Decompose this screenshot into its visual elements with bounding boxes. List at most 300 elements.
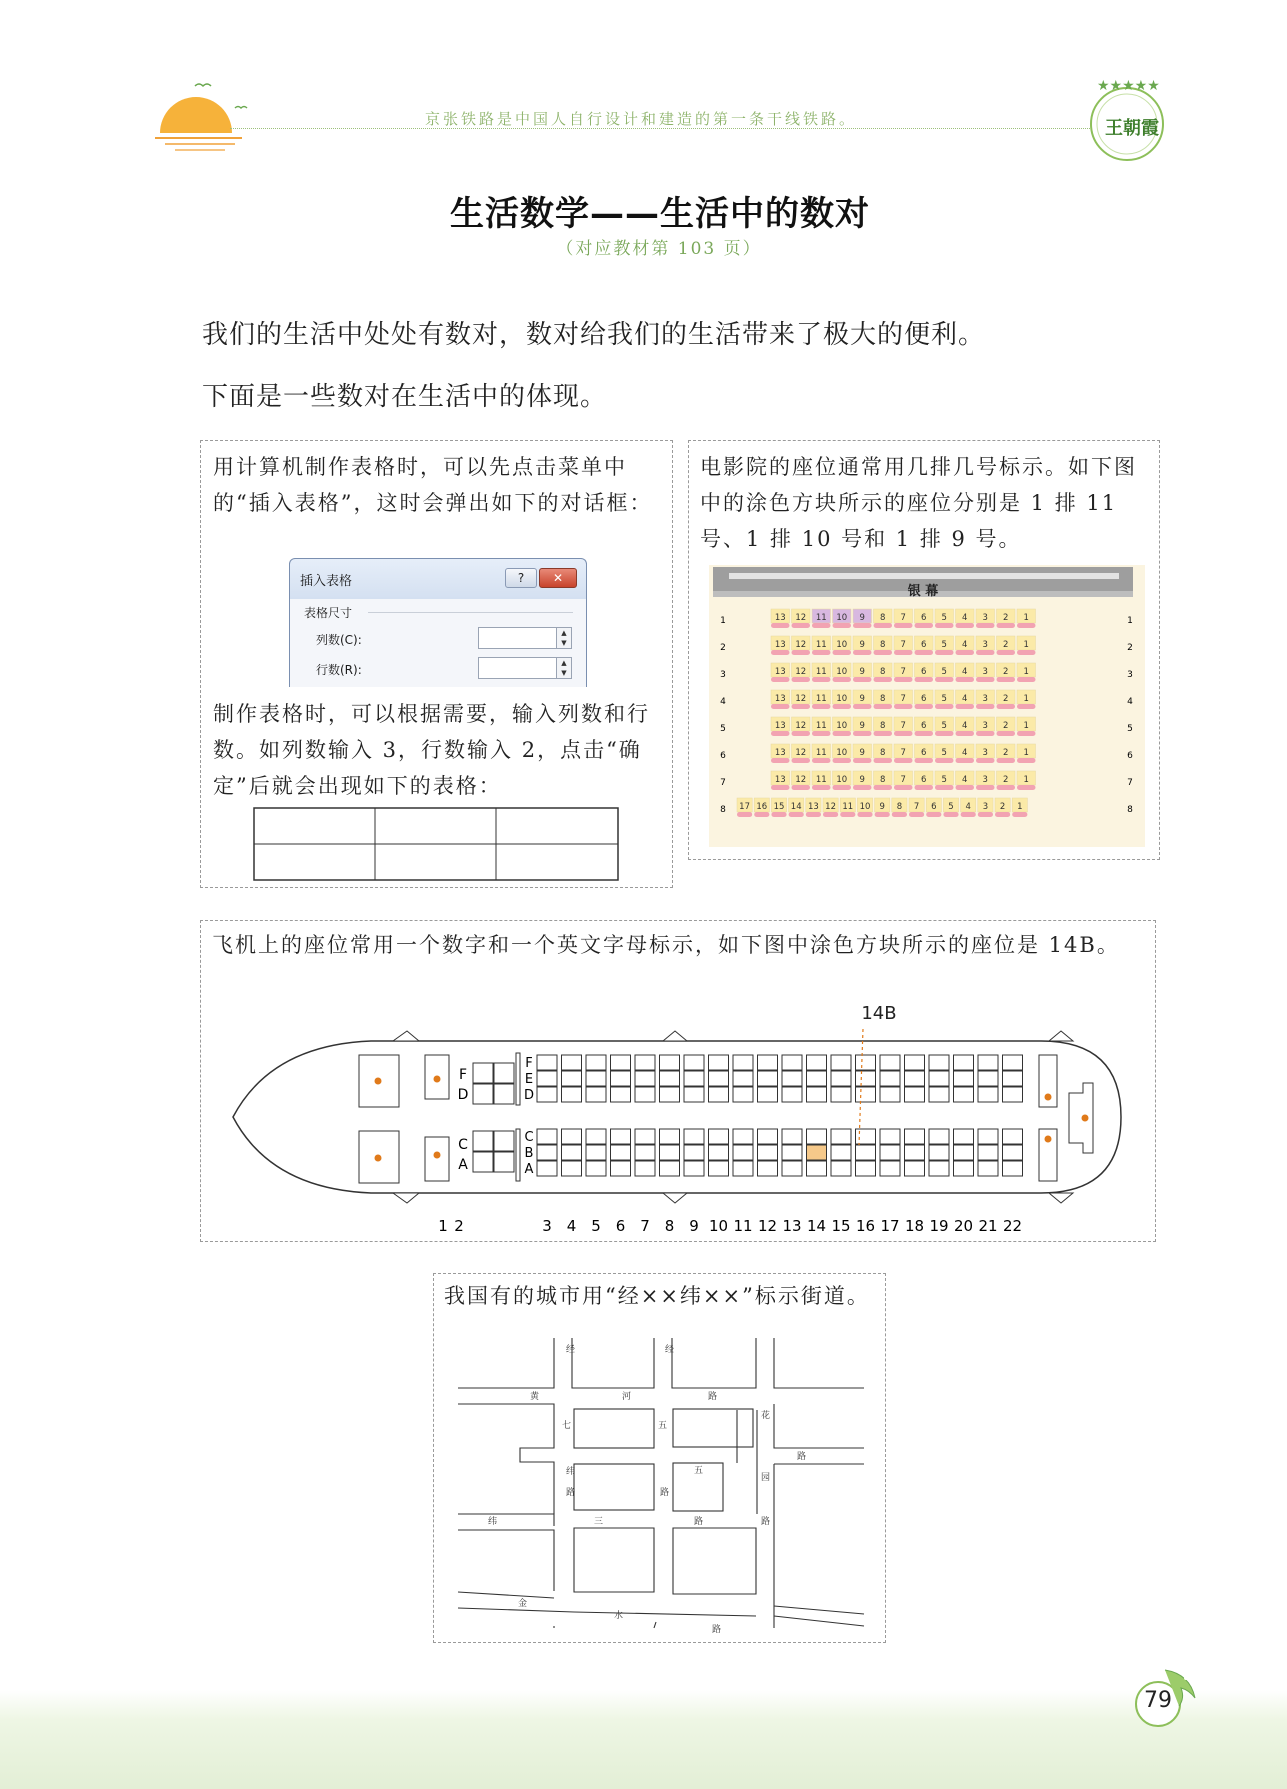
economy-seat [782, 1071, 802, 1086]
economy-seat [782, 1161, 802, 1176]
economy-seat [758, 1087, 778, 1102]
cinema-seat-number: 4 [962, 775, 968, 785]
cinema-seat-cushion [892, 812, 907, 817]
cinema-seat-cushion [812, 623, 831, 628]
cinema-seat-number: 12 [795, 694, 807, 704]
city-street-map [454, 1336, 874, 1636]
cinema-seat-map [709, 565, 1145, 847]
cinema-seat-number: 4 [965, 802, 971, 812]
cinema-seat-number: 13 [774, 748, 786, 758]
economy-seat [1003, 1055, 1023, 1070]
cinema-seat-cushion [956, 758, 975, 763]
economy-seat [660, 1129, 680, 1144]
cinema-seat-number: 7 [900, 667, 906, 677]
cinema-seat-cushion [857, 812, 872, 817]
cinema-seat-cushion [997, 785, 1016, 790]
footer-band [0, 1690, 1287, 1789]
cinema-seat-cushion [956, 650, 975, 655]
economy-seat [635, 1129, 655, 1144]
cinema-seat-number: 10 [859, 802, 871, 812]
dialog-help-button[interactable] [505, 568, 537, 588]
cinema-seat-cushion [894, 650, 913, 655]
cabin-divider [516, 1053, 520, 1105]
cinema-seat-number: 6 [921, 775, 927, 785]
seat-letter: A [524, 1162, 534, 1177]
economy-seat [905, 1055, 925, 1070]
economy-seat [954, 1071, 974, 1086]
economy-seat [635, 1087, 655, 1102]
cinema-seat-cushion [894, 704, 913, 709]
airplane-seat-map [231, 999, 1131, 1235]
cinema-seat-cushion [976, 758, 995, 763]
economy-seat [684, 1145, 704, 1160]
close-icon: ✕ [552, 571, 564, 585]
cinema-seat-number: 4 [962, 640, 968, 650]
cinema-seat-number: 8 [880, 640, 886, 650]
economy-seat [709, 1161, 729, 1176]
economy-seat [611, 1145, 631, 1160]
cinema-seat-cushion [915, 623, 934, 628]
cinema-row-number-right: 1 [1127, 616, 1133, 626]
cabin-divider [516, 1129, 520, 1181]
economy-seat [733, 1161, 753, 1176]
cinema-row-number-left: 5 [720, 724, 726, 734]
cinema-seat-number: 13 [807, 802, 819, 812]
dialog-title: 插入表格 [300, 574, 353, 589]
cinema-seat-number: 6 [921, 613, 927, 623]
cinema-seat-cushion [976, 785, 995, 790]
cinema-seat-cushion [771, 758, 790, 763]
economy-seat [733, 1145, 753, 1160]
cinema-seat-cushion [935, 677, 954, 682]
economy-seat [586, 1071, 606, 1086]
cinema-seat-number: 9 [859, 721, 865, 731]
cinema-seat-number: 13 [774, 721, 786, 731]
dialog-close-button[interactable] [539, 568, 577, 588]
cinema-seat-number: 8 [896, 802, 903, 812]
cinema-row-number-right: 8 [1127, 805, 1133, 815]
economy-seat [905, 1087, 925, 1102]
cinema-seat-number: 10 [836, 694, 848, 704]
cinema-seat-cushion [853, 731, 872, 736]
row-number: 12 [757, 1217, 778, 1235]
cinema-seat-cushion [833, 623, 852, 628]
seat-letter: D [457, 1087, 469, 1103]
economy-seat [954, 1129, 974, 1144]
map-street-label: 纬 [566, 1467, 576, 1477]
insert-table-dialog [289, 558, 587, 687]
cinema-seat-cushion [792, 650, 811, 655]
economy-seat [537, 1145, 557, 1160]
cinema-seat-number: 11 [842, 802, 854, 812]
economy-seat [929, 1129, 949, 1144]
cinema-seat-number: 11 [815, 667, 827, 677]
cinema-seat-cushion [853, 623, 872, 628]
economy-seat [709, 1071, 729, 1086]
row-number: 4 [566, 1217, 577, 1235]
first-class-seat [473, 1152, 493, 1172]
cinema-seat-number: 12 [795, 613, 807, 623]
seat-letter: C [458, 1137, 468, 1153]
economy-seat [758, 1071, 778, 1086]
economy-seat [660, 1055, 680, 1070]
seat-letter: D [523, 1088, 535, 1103]
economy-seat [978, 1161, 998, 1176]
cinema-row-number-left: 1 [720, 616, 726, 626]
cinema-seat-cushion [956, 623, 975, 628]
cinema-seat-cushion [771, 623, 790, 628]
seat-letter: F [525, 1056, 533, 1071]
table-box-text2: 制作表格时，可以根据需要，输入列数和行数。如列数输入 3，行数输入 2，点击“确定”后就会出现如下的表格： [213, 702, 650, 798]
economy-seat [586, 1055, 606, 1070]
cinema-seat-cushion [823, 812, 838, 817]
economy-seat [880, 1145, 900, 1160]
cinema-seat-cushion [833, 785, 852, 790]
economy-seat [537, 1161, 557, 1176]
sunset-icon [150, 78, 250, 153]
cinema-seat-number: 13 [774, 667, 786, 677]
cinema-seat-number: 11 [815, 613, 827, 623]
cinema-seat-cushion [792, 731, 811, 736]
economy-seat [709, 1129, 729, 1144]
row-count-stepper[interactable]: ▲ ▼ [556, 657, 572, 679]
economy-seat [782, 1129, 802, 1144]
first-class-seat [494, 1152, 514, 1172]
first-class-seat [473, 1084, 493, 1104]
economy-seat [880, 1071, 900, 1086]
table-box-text1: 用计算机制作表格时，可以先点击菜单中的“插入表格”，这时会弹出如下的对话框： [213, 455, 653, 515]
economy-seat [905, 1129, 925, 1144]
cinema-seat-cushion [997, 623, 1016, 628]
cinema-seat-number: 3 [982, 748, 988, 758]
map-street-label: 路 [708, 1392, 718, 1402]
cinema-seat-cushion [771, 704, 790, 709]
map-street-label: 五 [658, 1421, 668, 1431]
map-street-label: 水 [614, 1611, 624, 1621]
cinema-seat-number: 8 [880, 748, 886, 758]
row-number: 21 [978, 1217, 998, 1235]
economy-seat [537, 1055, 557, 1070]
map-street-label: 经 [665, 1345, 675, 1355]
seat-letter: A [458, 1157, 468, 1173]
row-number: 2 [454, 1217, 464, 1235]
economy-seat [807, 1055, 827, 1070]
row-number: 11 [733, 1217, 753, 1235]
economy-seat [905, 1071, 925, 1086]
cinema-seat-cushion [874, 758, 893, 763]
seat-letter: F [458, 1067, 468, 1083]
cinema-seat-number: 8 [880, 694, 886, 704]
cinema-row-number-left: 4 [720, 697, 726, 707]
cinema-seat-number: 2 [1003, 613, 1009, 623]
economy-seat [586, 1145, 606, 1160]
cinema-seat-number: 4 [962, 721, 968, 731]
row-number: 6 [615, 1217, 626, 1235]
cinema-seat-cushion [771, 812, 786, 817]
cinema-row-number-left: 6 [720, 751, 726, 761]
map-box-text: 我国有的城市用“经××纬××”标示街道。 [444, 1284, 870, 1308]
cinema-seat-number: 15 [773, 802, 785, 812]
dialog-col-label: 列数(C): [316, 633, 362, 647]
cinema-row-number-right: 7 [1127, 778, 1133, 788]
dialog-section-label: 表格尺寸 [304, 606, 353, 620]
cinema-seat-number: 3 [982, 667, 988, 677]
cinema-seat-cushion [943, 812, 958, 817]
map-street-label: 路 [566, 1488, 576, 1498]
economy-seat [586, 1087, 606, 1102]
cinema-seat-cushion [976, 677, 995, 682]
cinema-seat-number: 9 [859, 748, 865, 758]
economy-seat [611, 1055, 631, 1070]
economy-seat [1003, 1161, 1023, 1176]
cinema-seat-cushion [874, 677, 893, 682]
cinema-seat-cushion [997, 731, 1016, 736]
economy-seat [807, 1129, 827, 1144]
economy-seat [562, 1129, 582, 1144]
cinema-seat-cushion [997, 704, 1016, 709]
cinema-seat-cushion [894, 731, 913, 736]
cinema-seat-number: 2 [1003, 748, 1009, 758]
cinema-seat-number: 3 [982, 694, 988, 704]
economy-seat [586, 1129, 606, 1144]
economy-seat [880, 1087, 900, 1102]
cinema-seat-number: 14 [790, 802, 802, 812]
cinema-seat-number: 9 [879, 802, 885, 812]
economy-seat [929, 1087, 949, 1102]
cinema-seat-cushion [935, 758, 954, 763]
economy-seat [684, 1129, 704, 1144]
economy-seat [807, 1161, 827, 1176]
dialog-row-label: 行数(R): [316, 663, 362, 677]
cinema-seat-cushion [1017, 677, 1036, 682]
cinema-seat-cushion [833, 758, 852, 763]
row-number: 3 [542, 1217, 552, 1235]
cinema-seat-number: 7 [900, 640, 906, 650]
intro-line-1: 我们的生活中处处有数对，数对给我们的生活带来了极大的便利。 [202, 320, 986, 350]
economy-seat [831, 1145, 851, 1160]
cinema-box [688, 440, 1160, 860]
map-street-label: 路 [761, 1517, 771, 1527]
economy-seat [684, 1087, 704, 1102]
cinema-seat-cushion [976, 623, 995, 628]
row-number: 16 [855, 1217, 876, 1235]
cinema-seat-cushion [833, 731, 852, 736]
cinema-seat-number: 3 [982, 721, 988, 731]
cinema-seat-number: 5 [941, 694, 947, 704]
cinema-seat-number: 2 [1003, 721, 1009, 731]
economy-seat [611, 1087, 631, 1102]
cinema-seat-cushion [754, 812, 769, 817]
cinema-seat-cushion [853, 677, 872, 682]
cinema-seat-number: 7 [900, 613, 906, 623]
economy-seat [660, 1161, 680, 1176]
cinema-seat-number: 1 [1023, 694, 1029, 704]
cinema-seat-number: 10 [836, 775, 848, 785]
cinema-seat-number: 4 [962, 667, 968, 677]
economy-seat [611, 1161, 631, 1176]
cinema-seat-cushion [894, 623, 913, 628]
cinema-seat-number: 8 [880, 775, 886, 785]
cinema-seat-cushion [812, 650, 831, 655]
cinema-seat-cushion [875, 812, 890, 817]
economy-seat [635, 1071, 655, 1086]
cinema-seat-cushion [915, 758, 934, 763]
economy-seat [782, 1055, 802, 1070]
cinema-seat-number: 6 [921, 667, 927, 677]
row-count-input[interactable] [478, 657, 558, 679]
cinema-seat-number: 3 [982, 613, 988, 623]
economy-seat [1003, 1071, 1023, 1086]
cinema-seat-cushion [956, 731, 975, 736]
cinema-seat-cushion [792, 758, 811, 763]
cinema-seat-number: 5 [948, 802, 954, 812]
header [0, 0, 1287, 160]
cinema-seat-cushion [956, 677, 975, 682]
cinema-seat-number: 9 [859, 775, 865, 785]
cinema-seat-number: 10 [836, 640, 848, 650]
cinema-seat-cushion [771, 650, 790, 655]
cinema-seat-number: 5 [941, 640, 947, 650]
economy-seat [537, 1071, 557, 1086]
cinema-seat-number: 11 [815, 694, 827, 704]
economy-seat [856, 1055, 876, 1070]
cinema-seat-cushion [961, 812, 976, 817]
column-count-stepper[interactable]: ▲ ▼ [556, 627, 572, 649]
cinema-seat-cushion [874, 623, 893, 628]
economy-seat [562, 1087, 582, 1102]
cinema-seat-number: 11 [815, 748, 827, 758]
plane-box [200, 920, 1156, 1242]
economy-seat [929, 1055, 949, 1070]
economy-seat [831, 1161, 851, 1176]
cinema-seat-number: 11 [815, 640, 827, 650]
economy-seat [880, 1129, 900, 1144]
cinema-seat-cushion [935, 623, 954, 628]
cinema-seat-number: 13 [774, 694, 786, 704]
cinema-seat-number: 1 [1023, 748, 1029, 758]
economy-seat [831, 1071, 851, 1086]
cinema-seat-number: 5 [941, 667, 947, 677]
cinema-seat-cushion [997, 650, 1016, 655]
economy-seat [709, 1145, 729, 1160]
economy-seat [758, 1145, 778, 1160]
cinema-seat-cushion [737, 812, 752, 817]
cinema-seat-number: 8 [880, 613, 886, 623]
cinema-seat-number: 6 [921, 748, 927, 758]
map-street-label: 七 [562, 1421, 572, 1431]
row-number: 17 [880, 1217, 900, 1235]
cinema-seat-cushion [771, 677, 790, 682]
economy-seat [660, 1145, 680, 1160]
economy-seat [954, 1145, 974, 1160]
cinema-seat-cushion [915, 704, 934, 709]
cinema-seat-number: 1 [1023, 775, 1029, 785]
cinema-seat-cushion [833, 677, 852, 682]
map-street-label: 纬 [488, 1517, 498, 1527]
map-street-label: 园 [761, 1473, 771, 1483]
cinema-seat-number: 1 [1023, 640, 1029, 650]
cinema-seat-number: 9 [859, 640, 865, 650]
cinema-seat-cushion [833, 704, 852, 709]
map-street-label: 黄 [530, 1392, 540, 1402]
cinema-seat-number: 12 [795, 667, 807, 677]
first-class-seat [473, 1063, 493, 1083]
economy-seat [929, 1071, 949, 1086]
economy-seat [733, 1071, 753, 1086]
cinema-seat-cushion [976, 704, 995, 709]
economy-seat [684, 1071, 704, 1086]
economy-seat [733, 1055, 753, 1070]
cinema-seat-cushion [978, 812, 993, 817]
cinema-seat-cushion [789, 812, 804, 817]
cinema-seat-cushion [915, 677, 934, 682]
economy-seat [1003, 1087, 1023, 1102]
economy-seat [954, 1161, 974, 1176]
economy-seat [782, 1145, 802, 1160]
economy-seat [635, 1055, 655, 1070]
economy-seat [537, 1129, 557, 1144]
economy-seat [856, 1129, 876, 1144]
cinema-seat-number: 17 [739, 802, 751, 812]
cinema-seat-cushion [853, 704, 872, 709]
economy-seat [856, 1071, 876, 1086]
economy-seat [758, 1161, 778, 1176]
cinema-seat-cushion [771, 731, 790, 736]
cinema-seat-number: 13 [774, 613, 786, 623]
cinema-seat-cushion [853, 758, 872, 763]
cinema-seat-cushion [1017, 758, 1036, 763]
cinema-seat-number: 6 [921, 640, 927, 650]
cinema-seat-number: 1 [1017, 802, 1023, 812]
row-number: 19 [929, 1217, 949, 1235]
economy-seat [856, 1145, 876, 1160]
economy-seat [635, 1145, 655, 1160]
economy-seat [660, 1087, 680, 1102]
map-street-label: 路 [712, 1625, 722, 1635]
row-number: 13 [782, 1217, 802, 1235]
cinema-seat-number: 12 [795, 640, 807, 650]
economy-seat [880, 1161, 900, 1176]
economy-seat [562, 1161, 582, 1176]
cinema-seat-cushion [792, 623, 811, 628]
seat-letter: B [524, 1146, 534, 1161]
cinema-row-number-left: 3 [720, 670, 726, 680]
economy-seat [709, 1087, 729, 1102]
economy-seat [562, 1071, 582, 1086]
economy-seat [978, 1145, 998, 1160]
cinema-seat-cushion [874, 650, 893, 655]
cinema-row-number-right: 2 [1127, 643, 1133, 653]
cinema-seat-number: 8 [880, 721, 886, 731]
map-street-label: 路 [797, 1452, 807, 1462]
economy-seat [660, 1071, 680, 1086]
cinema-seat-cushion [1017, 704, 1036, 709]
help-icon: ? [517, 571, 525, 585]
column-count-input[interactable] [478, 627, 558, 649]
cinema-seat-cushion [894, 758, 913, 763]
page-subtitle: （对应教材第 103 页） [556, 239, 762, 259]
cinema-seat-number: 6 [921, 721, 927, 731]
cinema-seat-number: 5 [941, 775, 947, 785]
economy-seat [537, 1087, 557, 1102]
economy-seat [1003, 1145, 1023, 1160]
map-street-label: 路 [660, 1488, 670, 1498]
economy-seat [954, 1087, 974, 1102]
cinema-seat-cushion [792, 677, 811, 682]
economy-seat [831, 1055, 851, 1070]
page-number: 79 [1144, 1688, 1172, 1713]
row-number: 22 [1002, 1217, 1023, 1235]
